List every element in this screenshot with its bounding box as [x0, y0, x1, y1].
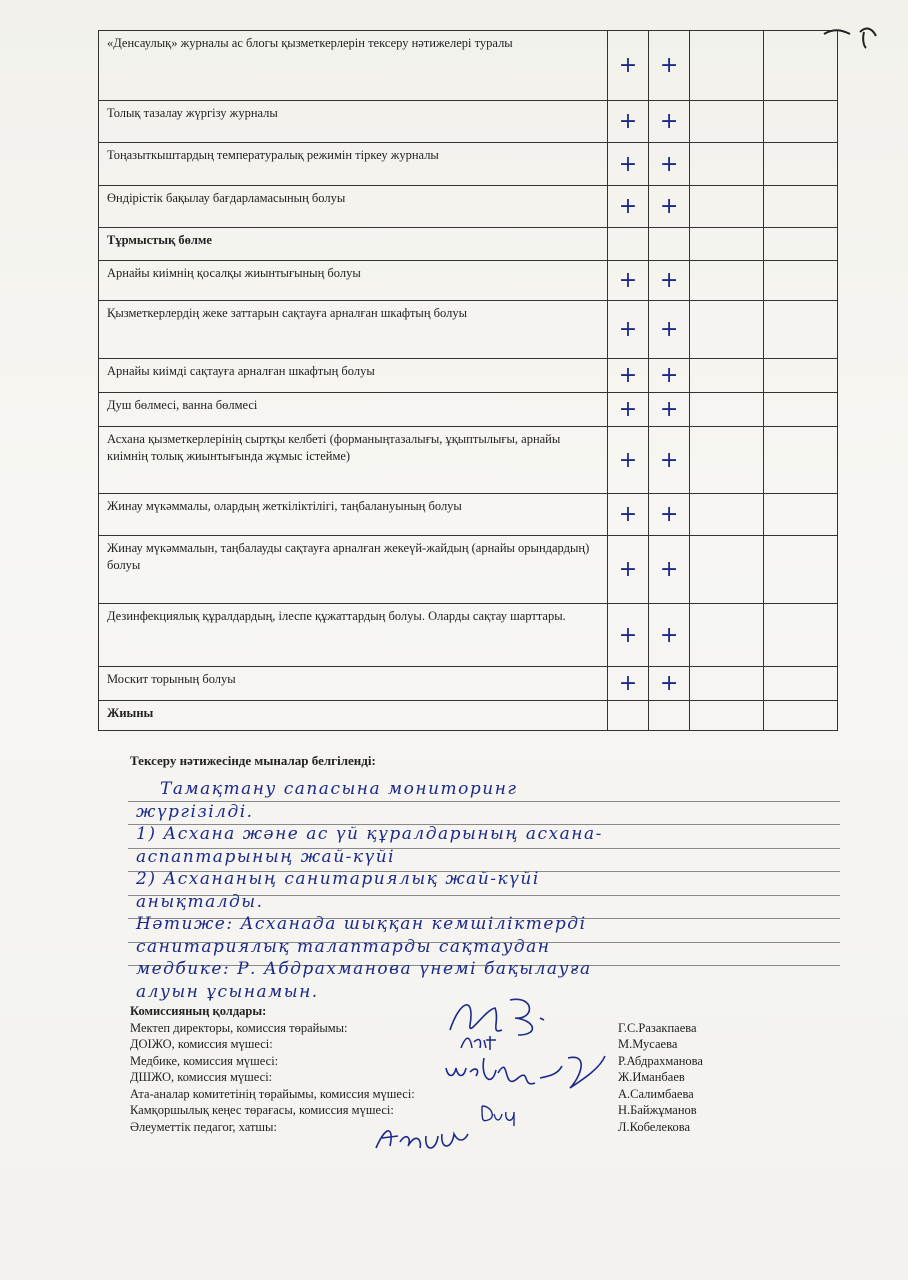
empty-cell: [690, 143, 764, 186]
empty-cell: [690, 186, 764, 228]
empty-cell: [764, 301, 838, 359]
check-mark-1: +: [607, 301, 648, 359]
criterion-text: Арнайы киімнің қосалқы жиынтығының болуы: [99, 261, 608, 301]
check-mark-2: +: [649, 494, 690, 536]
empty-cell: [690, 101, 764, 143]
table-row: [99, 667, 838, 701]
table-row: [99, 494, 838, 536]
check-mark-2: +: [649, 393, 690, 427]
member-role: Медбике, комиссия мүшесі:: [130, 1053, 279, 1068]
section-row: [99, 228, 838, 261]
check-mark-2: +: [649, 31, 690, 101]
empty-cell: [690, 359, 764, 393]
check-mark-1: +: [607, 359, 648, 393]
table-row: [99, 427, 838, 494]
handwritten-line: Нәтиже: Асханада шыққан кемшіліктерді: [136, 914, 587, 934]
member-role: ДОІЖО, комиссия мүшесі:: [130, 1037, 273, 1051]
member-role: Мектеп директоры, комиссия төрайымы:: [130, 1020, 348, 1035]
member-role: ДШЖО, комиссия мүшесі:: [130, 1070, 273, 1084]
commission-heading: Комиссияның қолдары:: [130, 1004, 267, 1018]
check-mark-1: +: [607, 427, 648, 494]
empty-cell: [690, 667, 764, 701]
criterion-text: Москит торының болуы: [99, 667, 608, 701]
member-role: Әлеуметтік педагог, хатшы:: [130, 1119, 277, 1134]
check-mark-2: +: [649, 101, 690, 143]
check-mark-2: +: [649, 261, 690, 301]
table-row: [99, 301, 838, 359]
table-row: [99, 536, 838, 604]
criterion-text: Дезинфекциялық құралдардың, ілеспе құжаттардың болуы. Оларды сақтау шарттары.: [99, 604, 608, 667]
empty-cell: [690, 393, 764, 427]
member-role: Ата-аналар комитетінің төрайымы, комиссия мүшесі:: [130, 1086, 415, 1101]
handwritten-line: Тамақтану сапасына мониторинг: [160, 779, 518, 799]
empty-cell: [764, 604, 838, 667]
empty-cell: [764, 701, 838, 731]
handwritten-findings: [130, 778, 842, 1003]
member-name: М.Мусаева: [618, 1037, 678, 1051]
check-mark-2: +: [649, 536, 690, 604]
member-name: Г.С.Разакпаева: [618, 1020, 697, 1035]
empty-cell: [764, 101, 838, 143]
criterion-text: Өндірістік бақылау бағдарламасының болуы: [99, 186, 608, 228]
check-mark-1: +: [607, 31, 648, 101]
check-mark-1: +: [607, 494, 648, 536]
handwritten-line: анықталды.: [136, 891, 264, 912]
check-mark-1: +: [607, 261, 648, 301]
criterion-text: Душ бөлмесі, ванна бөлмесі: [99, 393, 608, 427]
empty-cell: [764, 427, 838, 494]
criterion-text: «Денсаулық» журналы ас блогы қызметкерлерін тексеру нәтижелері туралы: [99, 31, 608, 101]
empty-cell: [690, 228, 764, 261]
empty-cell: [764, 261, 838, 301]
check-mark-1: +: [607, 536, 648, 604]
criterion-text: Жинау мүкәммалы, олардың жеткіліктілігі, таңбалануының болуы: [99, 494, 608, 536]
commission-member: [130, 1102, 750, 1119]
handwritten-line: санитариялық талаптарды сақтаудан: [136, 936, 551, 957]
table-row: [99, 393, 838, 427]
handwritten-line: жүргізілді.: [136, 801, 254, 822]
empty-cell: [764, 536, 838, 604]
member-name: Ж.Иманбаев: [618, 1070, 685, 1084]
empty-cell: [764, 359, 838, 393]
empty-cell: [690, 31, 764, 101]
empty-cell: [764, 186, 838, 228]
table-row: [99, 261, 838, 301]
check-mark-1: +: [607, 186, 648, 228]
handwritten-line: аспаптарының жай-күйі: [136, 846, 396, 867]
empty-cell: [690, 536, 764, 604]
check-mark-2: +: [649, 143, 690, 186]
criterion-text: Тоңазыткыштардың температуралық режимін тіркеу журналы: [99, 143, 608, 186]
check-mark-2: [649, 228, 690, 261]
empty-cell: [764, 143, 838, 186]
corner-mark: [820, 22, 880, 50]
signature-nurse: [440, 1048, 610, 1100]
handwritten-line: алуын ұсынамын.: [136, 981, 319, 1002]
check-mark-1: [607, 228, 648, 261]
check-mark-2: +: [649, 427, 690, 494]
check-mark-2: +: [649, 301, 690, 359]
signature-parents: [478, 1100, 528, 1128]
handwritten-line: 2) Асхананың санитариялық жай-күйі: [136, 869, 540, 889]
check-mark-2: +: [649, 186, 690, 228]
handwritten-line: 1) Асхана және ас үй құралдарының асхана-: [136, 824, 603, 844]
signature-secretary: [372, 1118, 472, 1158]
check-mark-1: [607, 701, 648, 731]
empty-cell: [690, 261, 764, 301]
empty-cell: [764, 228, 838, 261]
criterion-text: Арнайы киімді сақтауға арналған шкафтың болуы: [99, 359, 608, 393]
table-row: [99, 31, 838, 101]
member-name: Р.Абдрахманова: [618, 1053, 703, 1068]
check-mark-1: +: [607, 604, 648, 667]
check-mark-2: +: [649, 667, 690, 701]
criterion-text: Қызметкерлердің жеке заттарын сақтауға арналған шкафтың болуы: [99, 301, 608, 359]
empty-cell: [690, 427, 764, 494]
empty-cell: [690, 494, 764, 536]
check-mark-1: +: [607, 143, 648, 186]
empty-cell: [690, 301, 764, 359]
table-row: [99, 101, 838, 143]
empty-cell: [764, 393, 838, 427]
handwritten-line: медбике: Р. Абдрахманова үнемі бақылауға: [136, 959, 592, 979]
member-role: Камқоршылық кеңес төрағасы, комиссия мүшесі:: [130, 1103, 394, 1117]
check-mark-1: +: [607, 101, 648, 143]
empty-cell: [690, 604, 764, 667]
inspection-checklist-table: [98, 30, 838, 731]
criterion-text: Толық тазалау жүргізу журналы: [99, 101, 608, 143]
check-mark-2: +: [649, 359, 690, 393]
empty-cell: [764, 494, 838, 536]
table-row: [99, 359, 838, 393]
empty-cell: [764, 667, 838, 701]
table-row: [99, 186, 838, 228]
member-name: А.Салимбаева: [618, 1086, 694, 1101]
criterion-text: Асхана қызметкерлерінің сыртқы келбеті (форманыңтазалығы, ұқыптылығы, арнайы киімнің толық жиынтығында жұмыс істейме): [99, 427, 608, 494]
table-row: [99, 604, 838, 667]
section-row: [99, 701, 838, 731]
table-row: [99, 143, 838, 186]
check-mark-1: +: [607, 667, 648, 701]
member-name: Л.Кобелекова: [618, 1119, 691, 1134]
check-mark-2: [649, 701, 690, 731]
empty-cell: [690, 701, 764, 731]
check-mark-2: +: [649, 604, 690, 667]
findings-title: Тексеру нәтижесінде мыналар белгіленді:: [130, 753, 376, 768]
check-mark-1: +: [607, 393, 648, 427]
criterion-text: Жиыны: [99, 701, 608, 731]
criterion-text: Жинау мүкәммалын, таңбалауды сақтауға арналған жекеүй-жайдың (арнайы орындардың) болуы: [99, 536, 608, 604]
member-name: Н.Байжұманов: [618, 1103, 697, 1117]
criterion-text: Тұрмыстық бөлме: [99, 228, 608, 261]
